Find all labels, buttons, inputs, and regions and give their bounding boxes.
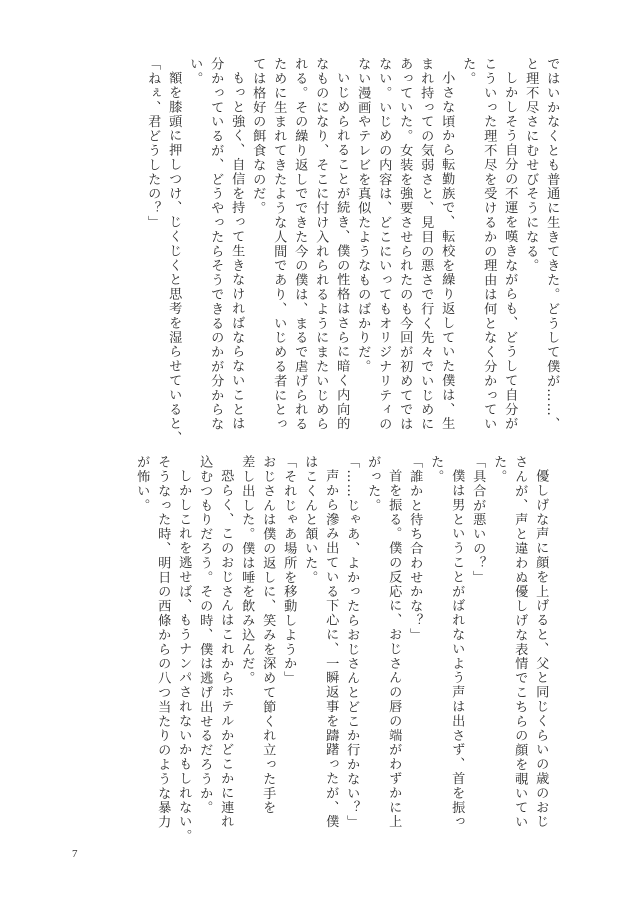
- text-line: なものになり、そこに付け入れられるようにまたいじめら: [313, 57, 329, 432]
- text-line: 「……じゃあ、よかったらおじさんとどこか行かない？」: [344, 455, 360, 830]
- text-line: しかしこれを逃せば、もうナンパされないかもしれない。: [176, 469, 192, 844]
- text-line: い。: [187, 57, 203, 86]
- text-line: さんが、声と違わぬ優しげな表情でこちらの顔を覗いてい: [512, 455, 528, 830]
- text-line: が怖い。: [134, 455, 150, 513]
- text-line: た。: [460, 57, 476, 86]
- text-line: いじめられることが続き、僕の性格はさらに暗く内向的: [334, 71, 350, 431]
- text-line: 恐らく、このおじさんはこれからホテルかどこかに連れ: [218, 469, 234, 829]
- text-line: そうなった時、明日の西條からの八つ当たりのような暴力: [155, 455, 171, 830]
- text-line: 分かっているが、どうやったらそうできるのかが分からな: [208, 57, 224, 432]
- text-line: ない漫画やテレビを真似たようなものばかりだ。: [355, 57, 371, 374]
- text-line: 「ねぇ、君どうしたの？」: [145, 57, 161, 230]
- text-line: がった。: [365, 455, 381, 513]
- text-line: 首を振る。僕の反応に、おじさんの唇の端がわずかに上: [386, 469, 402, 829]
- text-line: 差し出した。僕は唾を飲み込んだ。: [239, 455, 255, 686]
- text-line: ては格好の餌食なのだ。: [250, 57, 266, 216]
- text-line: 「それじゃあ場所を移動しようか」: [281, 455, 297, 686]
- text-line: ために生まれてきたような人間であり、いじめる者にとっ: [271, 57, 287, 432]
- text-line: 「誰かと待ち合わせかな？」: [407, 455, 423, 643]
- text-line: あっていた。女装を強要させられたのも今回が初めてでは: [397, 57, 413, 432]
- text-line: ない。いじめの内容は、どこにいってもオリジナリティの: [376, 57, 392, 432]
- text-line: 「具合が悪いの？」: [470, 455, 486, 585]
- text-line: 優しげな声に顔を上げると、父と同じくらいの歳のおじ: [533, 469, 549, 829]
- text-line: 込むつもりだろう。その時、僕は逃げ出せるだろうか。: [197, 455, 213, 815]
- text-line: 額を膝頭に押しつけ、じくじくと思考を湿らせていると、: [166, 71, 182, 446]
- text-line: 声から滲み出ている下心に、一瞬返事を躊躇ったが、僕: [323, 469, 339, 829]
- page-number: 7: [72, 848, 78, 860]
- text-line: はこくんと頷いた。: [302, 455, 318, 585]
- text-line: ではいかなくとも普通に生きてきた。どうして僕が……、: [544, 57, 560, 432]
- text-line: もっと強く、自信を持って生きなければならないことは: [229, 71, 245, 431]
- text-line: おじさんは僕の返しに、笑みを深めて節くれ立った手を: [260, 455, 276, 815]
- text-line: た。: [491, 455, 507, 484]
- text-line: れる。その繰り返しでできた今の僕は、まるで虐げられる: [292, 57, 308, 432]
- text-line: 僕は男ということがばれないよう声は出さず、首を振っ: [449, 469, 465, 829]
- text-line: 小さな頃から転勤族で、転校を繰り返していた僕は、生: [439, 71, 455, 431]
- text-line: こういった理不尽を受けるかの理由は何となく分かってい: [481, 57, 497, 432]
- text-line: まれ持っての気弱さと、見目の悪さで行く先々でいじめに: [418, 57, 434, 432]
- text-line: と理不尽さにむせびそうになる。: [523, 57, 539, 273]
- text-line: しかしそう自分の不運を嘆きながらも、どうして自分が: [502, 71, 518, 431]
- text-line: た。: [428, 455, 444, 484]
